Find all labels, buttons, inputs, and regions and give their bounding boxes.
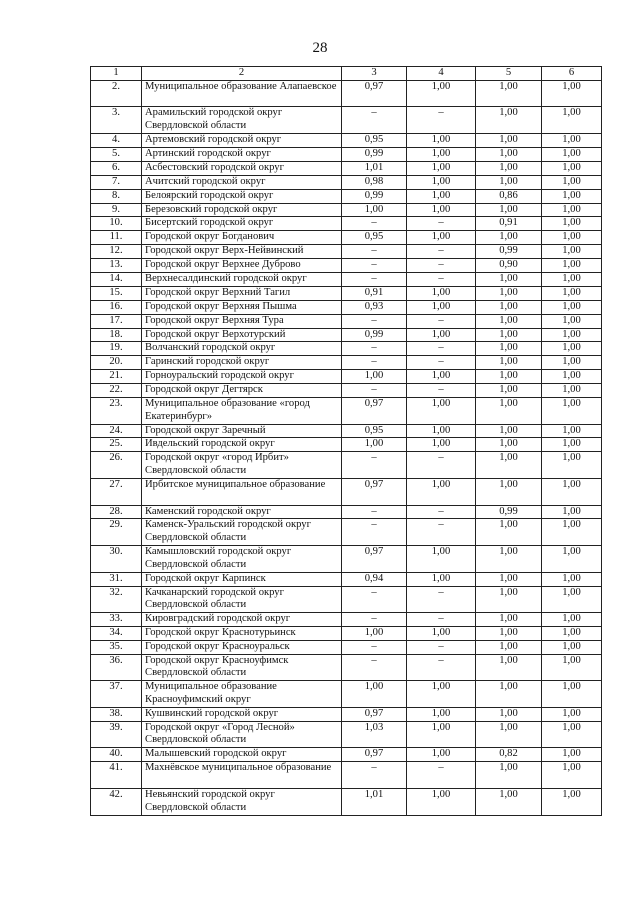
value-col-3: – [342,342,407,356]
value-col-3: 1,00 [342,438,407,452]
value-col-4: – [407,654,476,681]
value-col-4: 1,00 [407,572,476,586]
value-col-5: 1,00 [476,286,542,300]
municipality-name: Арамильский городской округ Свердловской области [142,107,342,134]
value-col-3: – [342,272,407,286]
value-col-6: 1,00 [542,478,602,505]
municipality-name: Городской округ Верх-Нейвинский [142,245,342,259]
value-col-4: – [407,613,476,627]
value-col-6: 1,00 [542,384,602,398]
value-col-4: – [407,342,476,356]
value-col-5: 1,00 [476,640,542,654]
table-row [91,721,602,748]
value-col-5: 1,00 [476,613,542,627]
municipality-name: Волчанский городской округ [142,342,342,356]
value-col-3: – [342,519,407,546]
value-col-5: 0,91 [476,217,542,231]
value-col-5: 1,00 [476,478,542,505]
row-number: 6. [91,161,142,175]
value-col-4: 1,00 [407,438,476,452]
table-row [91,627,602,641]
table-row [91,189,602,203]
table-row [91,217,602,231]
value-col-3: – [342,452,407,479]
value-col-3: – [342,654,407,681]
row-number: 15. [91,286,142,300]
value-col-5: 1,00 [476,762,542,789]
value-col-5: 0,99 [476,505,542,519]
municipality-name: Городской округ «Город Лесной» Свердловской области [142,721,342,748]
value-col-6: 1,00 [542,438,602,452]
value-col-5: 1,00 [476,572,542,586]
row-number: 21. [91,370,142,384]
municipality-name: Городской округ Верхняя Тура [142,314,342,328]
municipality-name: Городской округ Заречный [142,424,342,438]
row-number: 30. [91,546,142,573]
table-row [91,259,602,273]
row-number: 11. [91,231,142,245]
table-row [91,175,602,189]
value-col-6: 1,00 [542,189,602,203]
row-number: 22. [91,384,142,398]
row-number: 36. [91,654,142,681]
table-row [91,586,602,613]
municipality-name: Городской округ Верхний Тагил [142,286,342,300]
table-row [91,161,602,175]
value-col-6: 1,00 [542,107,602,134]
value-col-6: 1,00 [542,721,602,748]
row-number: 9. [91,203,142,217]
value-col-4: – [407,519,476,546]
value-col-5: 1,00 [476,300,542,314]
value-col-6: 1,00 [542,424,602,438]
value-col-4: – [407,452,476,479]
table-row [91,546,602,573]
table-row [91,134,602,148]
value-col-5: 1,00 [476,546,542,573]
municipality-name: Камышловский городской округ Свердловской области [142,546,342,573]
value-col-6: 1,00 [542,505,602,519]
municipality-name: Городской округ Красноуральск [142,640,342,654]
table-row [91,505,602,519]
value-col-3: 0,95 [342,231,407,245]
row-number: 3. [91,107,142,134]
value-col-4: – [407,356,476,370]
table-row [91,314,602,328]
municipality-name: Городской округ Дегтярск [142,384,342,398]
value-col-3: 0,94 [342,572,407,586]
value-col-4: – [407,640,476,654]
table-row [91,572,602,586]
value-col-6: 1,00 [542,586,602,613]
value-col-3: 0,99 [342,328,407,342]
value-col-5: 1,00 [476,788,542,815]
value-col-4: 1,00 [407,175,476,189]
value-col-4: 1,00 [407,300,476,314]
row-number: 40. [91,748,142,762]
value-col-6: 1,00 [542,748,602,762]
table-row [91,681,602,708]
value-col-5: 1,00 [476,398,542,425]
value-col-5: 1,00 [476,721,542,748]
value-col-6: 1,00 [542,519,602,546]
column-header-4: 4 [407,67,476,81]
value-col-5: 1,00 [476,161,542,175]
value-col-3: – [342,259,407,273]
value-col-4: 1,00 [407,424,476,438]
value-col-3: 0,97 [342,748,407,762]
value-col-3: 1,00 [342,203,407,217]
value-col-4: 1,00 [407,147,476,161]
value-col-6: 1,00 [542,613,602,627]
municipality-name: Ирбитское муниципальное образование [142,478,342,505]
municipality-name: Городской округ Верхотурский [142,328,342,342]
value-col-6: 1,00 [542,788,602,815]
municipality-name: Артинский городской округ [142,147,342,161]
value-col-5: 0,82 [476,748,542,762]
municipality-name: Верхнесалдинский городской округ [142,272,342,286]
row-number: 34. [91,627,142,641]
value-col-3: – [342,762,407,789]
column-header-6: 6 [542,67,602,81]
municipality-name: Муниципальное образование Красноуфимский округ [142,681,342,708]
value-col-6: 1,00 [542,707,602,721]
value-col-3: 1,01 [342,161,407,175]
municipality-name: Городской округ Верхнее Дуброво [142,259,342,273]
value-col-4: 1,00 [407,478,476,505]
table-row [91,356,602,370]
value-col-6: 1,00 [542,147,602,161]
value-col-6: 1,00 [542,640,602,654]
municipality-name: Белоярский городской округ [142,189,342,203]
value-col-5: 1,00 [476,654,542,681]
table-header-row [91,67,602,81]
column-header-3: 3 [342,67,407,81]
table-row [91,328,602,342]
value-col-6: 1,00 [542,245,602,259]
row-number: 17. [91,314,142,328]
value-col-6: 1,00 [542,217,602,231]
value-col-5: 1,00 [476,438,542,452]
municipality-name: Муниципальное образование Алапаевское [142,80,342,107]
table-row [91,107,602,134]
value-col-4: – [407,505,476,519]
value-col-6: 1,00 [542,342,602,356]
value-col-4: 1,00 [407,328,476,342]
municipality-name: Ивдельский городской округ [142,438,342,452]
value-col-6: 1,00 [542,161,602,175]
table-row [91,613,602,627]
row-number: 42. [91,788,142,815]
value-col-5: 1,00 [476,627,542,641]
value-col-5: 1,00 [476,231,542,245]
table-row [91,203,602,217]
municipality-name: Городской округ Верхняя Пышма [142,300,342,314]
value-col-3: 1,00 [342,627,407,641]
table-row [91,384,602,398]
table-row [91,640,602,654]
row-number: 14. [91,272,142,286]
municipality-name: Горноуральский городской округ [142,370,342,384]
row-number: 37. [91,681,142,708]
value-col-3: – [342,384,407,398]
value-col-3: – [342,505,407,519]
table-row [91,438,602,452]
value-col-4: 1,00 [407,134,476,148]
row-number: 8. [91,189,142,203]
municipality-name: Артемовский городской округ [142,134,342,148]
value-col-3: – [342,107,407,134]
value-col-3: 0,97 [342,80,407,107]
value-col-5: 1,00 [476,384,542,398]
value-col-5: 1,00 [476,342,542,356]
value-col-3: – [342,314,407,328]
row-number: 12. [91,245,142,259]
value-col-5: 1,00 [476,452,542,479]
table-row [91,231,602,245]
value-col-6: 1,00 [542,627,602,641]
municipality-name: Ачитский городской округ [142,175,342,189]
value-col-5: 1,00 [476,203,542,217]
table-row [91,707,602,721]
row-number: 31. [91,572,142,586]
table-row [91,245,602,259]
value-col-4: 1,00 [407,681,476,708]
value-col-4: 1,00 [407,189,476,203]
value-col-5: 1,00 [476,147,542,161]
value-col-6: 1,00 [542,370,602,384]
value-col-3: 0,97 [342,398,407,425]
value-col-5: 1,00 [476,519,542,546]
value-col-4: 1,00 [407,788,476,815]
value-col-6: 1,00 [542,80,602,107]
row-number: 29. [91,519,142,546]
row-number: 23. [91,398,142,425]
data-table [90,66,602,816]
value-col-4: 1,00 [407,546,476,573]
table-row [91,300,602,314]
value-col-6: 1,00 [542,272,602,286]
municipality-name: Кировградский городской округ [142,613,342,627]
value-col-3: 0,97 [342,478,407,505]
value-col-6: 1,00 [542,762,602,789]
value-col-3: 0,93 [342,300,407,314]
value-col-4: – [407,107,476,134]
value-col-3: – [342,356,407,370]
value-col-5: 0,90 [476,259,542,273]
value-col-4: 1,00 [407,286,476,300]
municipality-name: Качканарский городской округ Свердловской области [142,586,342,613]
value-col-3: 0,99 [342,147,407,161]
value-col-3: 1,00 [342,681,407,708]
municipality-name: Муниципальное образование «город Екатеринбург» [142,398,342,425]
row-number: 28. [91,505,142,519]
value-col-4: 1,00 [407,370,476,384]
value-col-5: 1,00 [476,586,542,613]
value-col-3: – [342,640,407,654]
table-row [91,272,602,286]
row-number: 10. [91,217,142,231]
row-number: 41. [91,762,142,789]
column-header-2: 2 [142,67,342,81]
municipality-name: Городской округ Краснотурьинск [142,627,342,641]
municipality-name: Каменск-Уральский городской округ Свердловской области [142,519,342,546]
value-col-6: 1,00 [542,300,602,314]
value-col-6: 1,00 [542,286,602,300]
value-col-4: 1,00 [407,231,476,245]
value-col-5: 1,00 [476,314,542,328]
table-row [91,424,602,438]
row-number: 24. [91,424,142,438]
value-col-5: 1,00 [476,424,542,438]
value-col-5: 1,00 [476,328,542,342]
row-number: 27. [91,478,142,505]
municipality-name: Березовский городской округ [142,203,342,217]
row-number: 35. [91,640,142,654]
value-col-6: 1,00 [542,259,602,273]
row-number: 33. [91,613,142,627]
value-col-3: 1,03 [342,721,407,748]
value-col-5: 1,00 [476,272,542,286]
value-col-5: 1,00 [476,370,542,384]
value-col-6: 1,00 [542,452,602,479]
value-col-6: 1,00 [542,328,602,342]
municipality-name: Каменский городской округ [142,505,342,519]
value-col-6: 1,00 [542,175,602,189]
value-col-5: 1,00 [476,80,542,107]
value-col-5: 1,00 [476,134,542,148]
value-col-4: – [407,384,476,398]
value-col-3: – [342,586,407,613]
page-number: 28 [312,40,328,56]
value-col-4: – [407,272,476,286]
value-col-3: – [342,613,407,627]
value-col-5: 1,00 [476,356,542,370]
municipality-name: Городской округ Богданович [142,231,342,245]
municipality-name: Городской округ Карпинск [142,572,342,586]
table-row [91,478,602,505]
value-col-6: 1,00 [542,314,602,328]
table-row [91,80,602,107]
row-number: 7. [91,175,142,189]
row-number: 39. [91,721,142,748]
value-col-6: 1,00 [542,134,602,148]
row-number: 20. [91,356,142,370]
value-col-3: – [342,217,407,231]
value-col-6: 1,00 [542,546,602,573]
value-col-4: – [407,586,476,613]
table-row [91,286,602,300]
municipality-name: Бисертский городской округ [142,217,342,231]
value-col-4: – [407,245,476,259]
table-row [91,452,602,479]
value-col-4: 1,00 [407,707,476,721]
table-row [91,519,602,546]
value-col-4: 1,00 [407,203,476,217]
table-body [91,67,602,816]
value-col-6: 1,00 [542,398,602,425]
municipality-name: Городской округ «город Ирбит» Свердловской области [142,452,342,479]
table-row [91,788,602,815]
value-col-3: 0,99 [342,189,407,203]
row-number: 18. [91,328,142,342]
table-row [91,762,602,789]
row-number: 26. [91,452,142,479]
value-col-4: 1,00 [407,721,476,748]
row-number: 38. [91,707,142,721]
value-col-4: 1,00 [407,80,476,107]
value-col-3: 0,97 [342,707,407,721]
municipality-name: Городской округ Красноуфимск Свердловской области [142,654,342,681]
table-row [91,342,602,356]
value-col-5: 0,86 [476,189,542,203]
table-row [91,654,602,681]
row-number: 5. [91,147,142,161]
row-number: 2. [91,80,142,107]
municipality-name: Невьянский городской округ Свердловской области [142,788,342,815]
value-col-3: 0,98 [342,175,407,189]
value-col-4: – [407,217,476,231]
value-col-3: – [342,245,407,259]
value-col-4: 1,00 [407,627,476,641]
table-row [91,748,602,762]
table-row [91,370,602,384]
value-col-4: – [407,762,476,789]
value-col-6: 1,00 [542,356,602,370]
value-col-5: 1,00 [476,707,542,721]
value-col-4: 1,00 [407,748,476,762]
municipality-name: Малышевский городской округ [142,748,342,762]
table-row [91,398,602,425]
table-row [91,147,602,161]
value-col-3: 0,95 [342,134,407,148]
value-col-6: 1,00 [542,572,602,586]
value-col-6: 1,00 [542,654,602,681]
row-number: 4. [91,134,142,148]
row-number: 13. [91,259,142,273]
value-col-5: 1,00 [476,175,542,189]
value-col-6: 1,00 [542,231,602,245]
municipality-name: Асбестовский городской округ [142,161,342,175]
row-number: 19. [91,342,142,356]
municipality-name: Гаринский городской округ [142,356,342,370]
value-col-3: 0,97 [342,546,407,573]
value-col-3: 0,95 [342,424,407,438]
value-col-5: 0,99 [476,245,542,259]
value-col-6: 1,00 [542,203,602,217]
column-header-1: 1 [91,67,142,81]
value-col-4: 1,00 [407,161,476,175]
row-number: 25. [91,438,142,452]
value-col-5: 1,00 [476,681,542,708]
value-col-6: 1,00 [542,681,602,708]
column-header-5: 5 [476,67,542,81]
value-col-5: 1,00 [476,107,542,134]
row-number: 16. [91,300,142,314]
value-col-4: 1,00 [407,398,476,425]
value-col-4: – [407,314,476,328]
row-number: 32. [91,586,142,613]
value-col-3: 1,01 [342,788,407,815]
municipality-name: Кушвинский городской округ [142,707,342,721]
value-col-3: 0,91 [342,286,407,300]
municipality-name: Махнёвское муниципальное образование [142,762,342,789]
value-col-4: – [407,259,476,273]
value-col-3: 1,00 [342,370,407,384]
